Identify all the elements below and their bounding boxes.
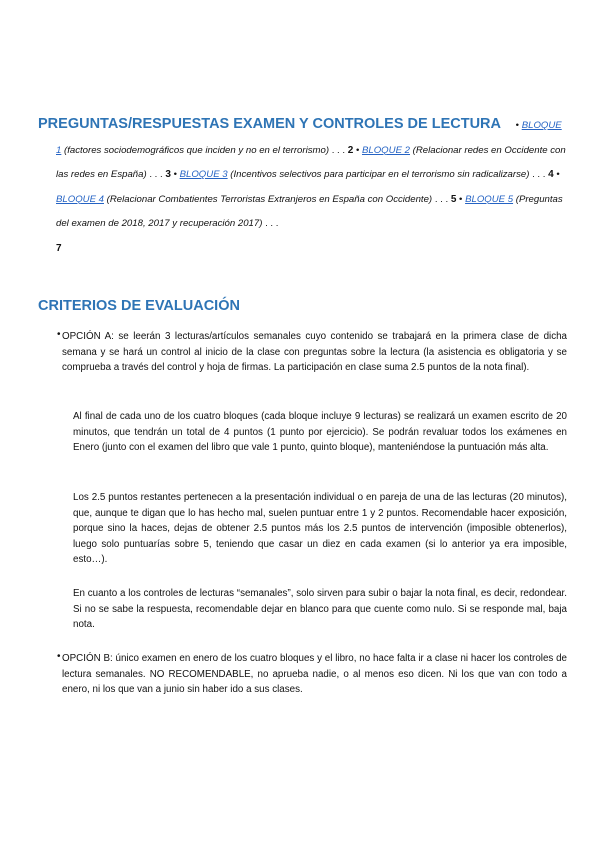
bullet: • — [556, 169, 560, 180]
toc-link-bloque-1[interactable]: BLOQUE 1 — [56, 120, 562, 156]
toc-desc: (Incentivos selectivos para participar en el terrorismo sin radicalizarse) — [230, 169, 530, 180]
toc-dots: . . . — [532, 169, 546, 180]
table-of-contents — [56, 114, 566, 261]
bullet: • — [515, 120, 520, 131]
toc-link-bloque-2[interactable]: BLOQUE 2 — [361, 144, 410, 156]
bullet: • — [57, 651, 61, 662]
toc-page: 2 — [347, 144, 354, 156]
opcion-a-paragraph-1 — [62, 329, 567, 376]
toc-dots: . . . — [149, 169, 163, 180]
opcion-a-paragraph-2: Al final de cada uno de los cuatro bloques (cada bloque incluye 9 lecturas) se realizará un examen escrito de 20 minutos, que tendrán un total de 4 puntos (1 punto por ejercicio). Se podrán revaluar todos los exámenes en Enero (junto con el examen del libro que vale 1 punto, quinto bloque), manteniéndose la puntuación más alta. — [73, 411, 567, 453]
toc-page: 3 — [165, 169, 171, 180]
toc-desc: (Relacionar Combatientes Terroristas Extranjeros en España con Occidente) — [106, 193, 433, 205]
bullet: • — [459, 193, 463, 205]
toc-page: 4 — [548, 169, 554, 180]
toc-page: 7 — [56, 242, 62, 254]
toc-desc: (factores sociodemográficos que inciden y no en el terrorismo) — [64, 144, 330, 156]
opcion-b-paragraph: OPCIÓN B: único examen en enero de los cuatro bloques y el libro, no hace falta ir a clase ni hacer los controles de lectura semanales. NO RECOMENDABLE, no aprueba nadie, o al menos eso dicen. Ni los que van con todo a enero, ni los que van a junio sin haber ido a sus clases. — [62, 653, 567, 695]
bullet: • — [355, 144, 360, 156]
toc-link-bloque-3[interactable]: BLOQUE 3 — [179, 169, 228, 180]
page-title: PREGUNTAS/RESPUESTAS EXAMEN Y CONTROLES DE LECTURA — [38, 116, 501, 132]
toc-link-bloque-5[interactable]: BLOQUE 5 — [465, 193, 514, 205]
bullet: • — [57, 329, 61, 340]
toc-desc: (Preguntas del examen de 2018, 2017 y recuperación 2017) — [56, 193, 563, 229]
opcion-a-text-1: OPCIÓN A: se leerán 3 lecturas/artículos semanales cuyo contenido se trabajará en la primera clase de dicha semana y se hará un control al inicio de la clase con preguntas sobre la lectura (la asistencia es obligatoria y se comprueba a través del control y hoja de firmas. La participación en clase suma 2.5 puntos de la nota final). — [62, 331, 567, 373]
toc-dots: . . . — [434, 193, 449, 205]
toc-dots: . . . — [331, 144, 346, 156]
toc-entries — [56, 114, 566, 261]
opcion-a-paragraph-4: En cuanto a los controles de lecturas “semanales”, solo sirven para subir o bajar la nota final, es decir, redondear. Si no se sabe la respuesta, recomendable dejar en blanco para que cuente como nulo. Si se responde mal, baja nota. — [73, 588, 567, 630]
section-heading-criterios: CRITERIOS DE EVALUACIÓN — [38, 298, 240, 314]
bullet: • — [173, 169, 177, 180]
toc-desc: (Relacionar redes en Occidente con las redes en España) — [56, 144, 566, 180]
toc-page: 5 — [450, 193, 457, 205]
toc-dots: . . . — [265, 218, 279, 229]
toc-link-bloque-4[interactable]: BLOQUE 4 — [56, 193, 104, 205]
opcion-a-paragraph-3: Los 2.5 puntos restantes pertenecen a la presentación individual o en pareja de una de las lecturas (20 minutos), que, aunque te digan que lo has hecho mal, suelen puntuar entre 1 y 2 puntos. Recomendable hacer exposición, porque sino la haces, dejas de obtener 2.5 puntos más los 2.5 puntos de intervención (imposible obtenerlos), luego solo puntuarías sobre 5, teniendo que casar un diez en cada examen (si lo anterior ya era imposible, esto…). — [73, 492, 567, 565]
